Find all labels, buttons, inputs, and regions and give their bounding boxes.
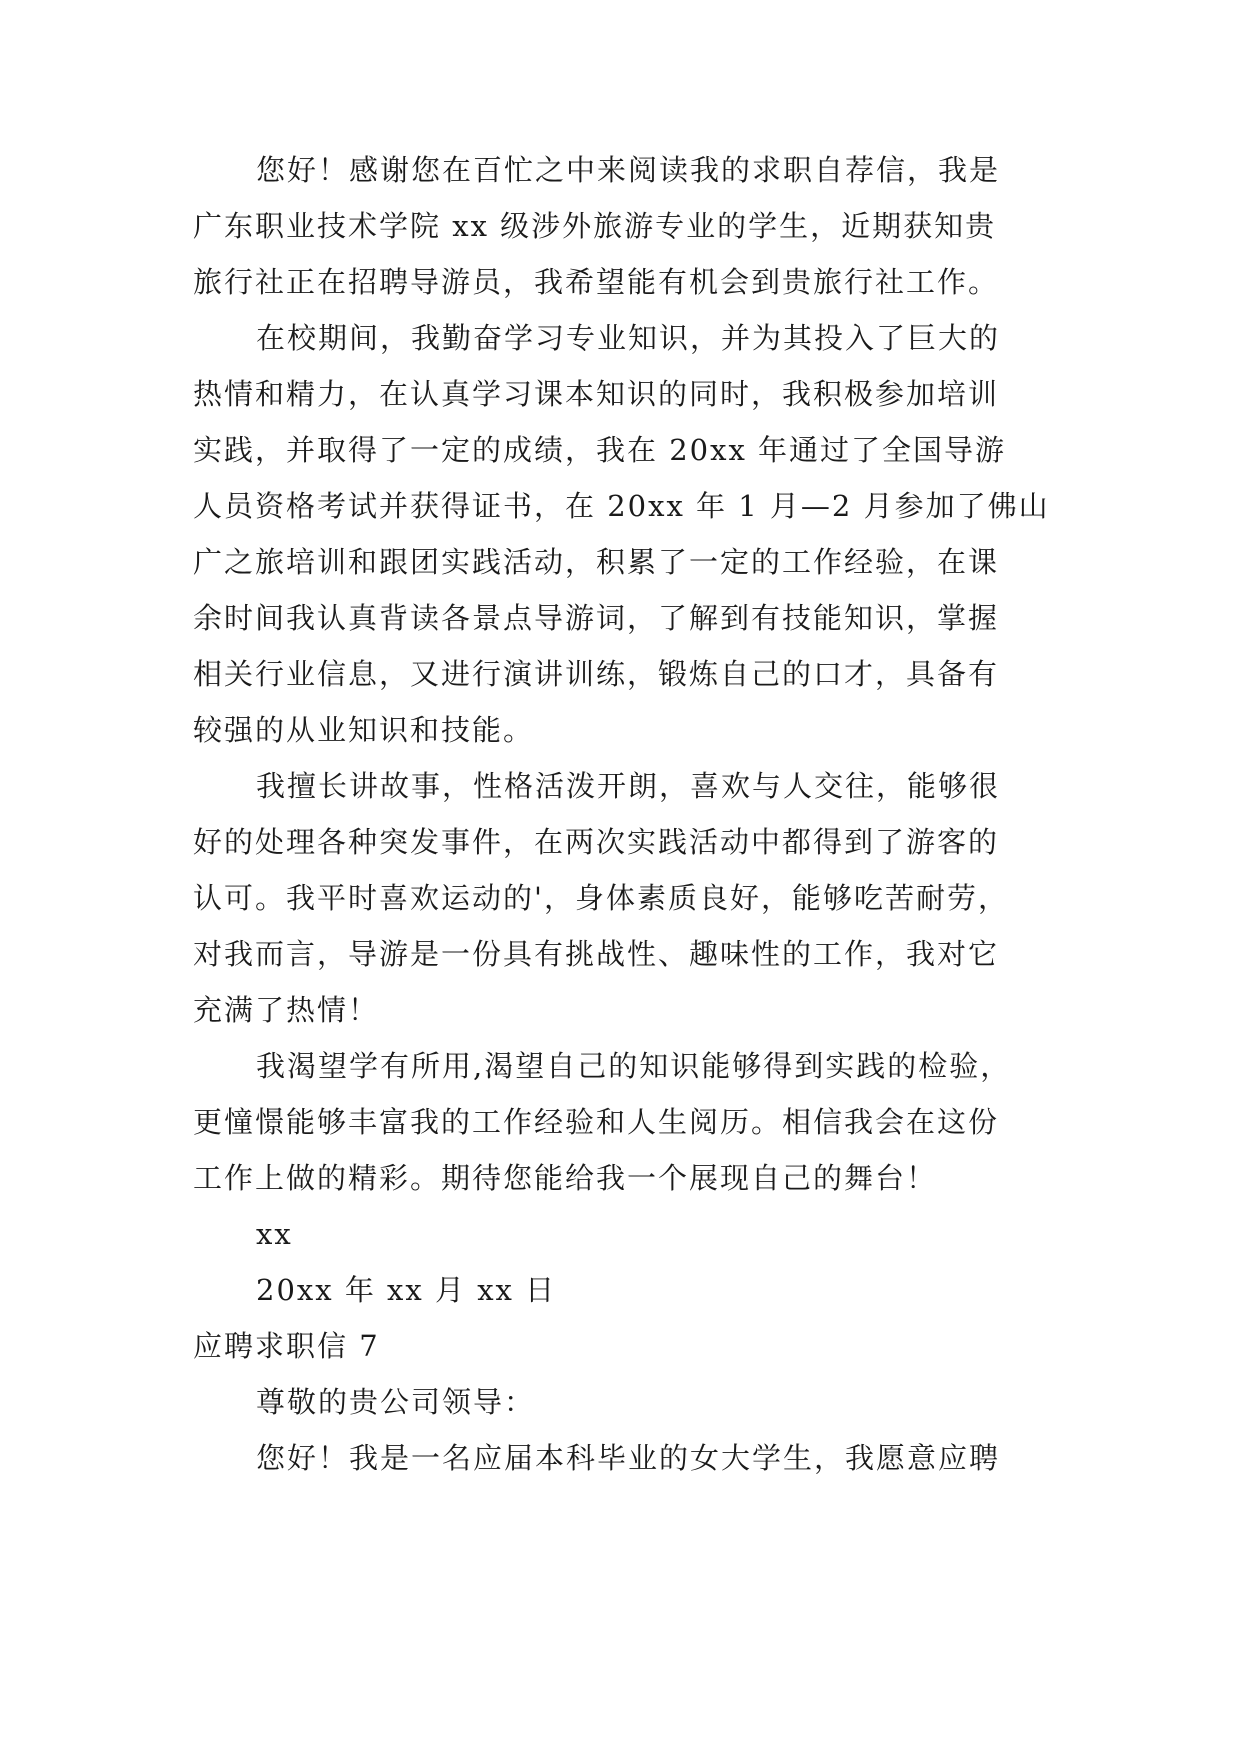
text-line: 广东职业技术学院 xx 级涉外旅游专业的学生，近期获知贵 [193, 209, 997, 243]
text-line: 较强的从业知识和技能。 [193, 713, 535, 747]
text-line: 我擅长讲故事，性格活泼开朗，喜欢与人交往，能够很 [256, 769, 1001, 803]
text-line: 认可。我平时喜欢运动的'，身体素质良好，能够吃苦耐劳， [193, 881, 1009, 915]
text-line: 旅行社正在招聘导游员，我希望能有机会到贵旅行社工作。 [193, 265, 1000, 299]
text-line: 我渴望学有所用,渴望自己的知识能够得到实践的检验， [256, 1049, 1012, 1083]
text-line: 工作上做的精彩。期待您能给我一个展现自己的舞台！ [193, 1161, 938, 1195]
text-line: 广之旅培训和跟团实践活动，积累了一定的工作经验，在课 [193, 545, 1000, 579]
text-line: 人员资格考试并获得证书，在 20xx 年 1 月—2 月参加了佛山 [193, 489, 1050, 523]
text-line: 实践，并取得了一定的成绩，我在 20xx 年通过了全国导游 [193, 433, 1007, 467]
text-line: 热情和精力，在认真学习课本知识的同时，我积极参加培训 [193, 377, 1000, 411]
text-line: 余时间我认真背读各景点导游词，了解到有技能知识，掌握 [193, 601, 1000, 635]
text-line: 好的处理各种突发事件，在两次实践活动中都得到了游客的 [193, 825, 1000, 859]
signature-name: xx [256, 1217, 293, 1251]
text-line: 您好！我是一名应届本科毕业的女大学生，我愿意应聘 [256, 1441, 1001, 1475]
text-line: 更憧憬能够丰富我的工作经验和人生阅历。相信我会在这份 [193, 1105, 1000, 1139]
text-line: 对我而言，导游是一份具有挑战性、趣味性的工作，我对它 [193, 937, 1000, 971]
text-line: 在校期间，我勤奋学习专业知识，并为其投入了巨大的 [256, 321, 1001, 355]
text-line: 相关行业信息，又进行演讲训练，锻炼自己的口才，具备有 [193, 657, 1000, 691]
text-line: 您好！感谢您在百忙之中来阅读我的求职自荐信，我是 [256, 153, 1001, 187]
signature-date: 20xx 年 xx 月 xx 日 [256, 1273, 557, 1307]
salutation: 尊敬的贵公司领导： [256, 1385, 536, 1419]
text-line: 充满了热情！ [193, 993, 380, 1027]
section-title: 应聘求职信 7 [193, 1329, 380, 1363]
